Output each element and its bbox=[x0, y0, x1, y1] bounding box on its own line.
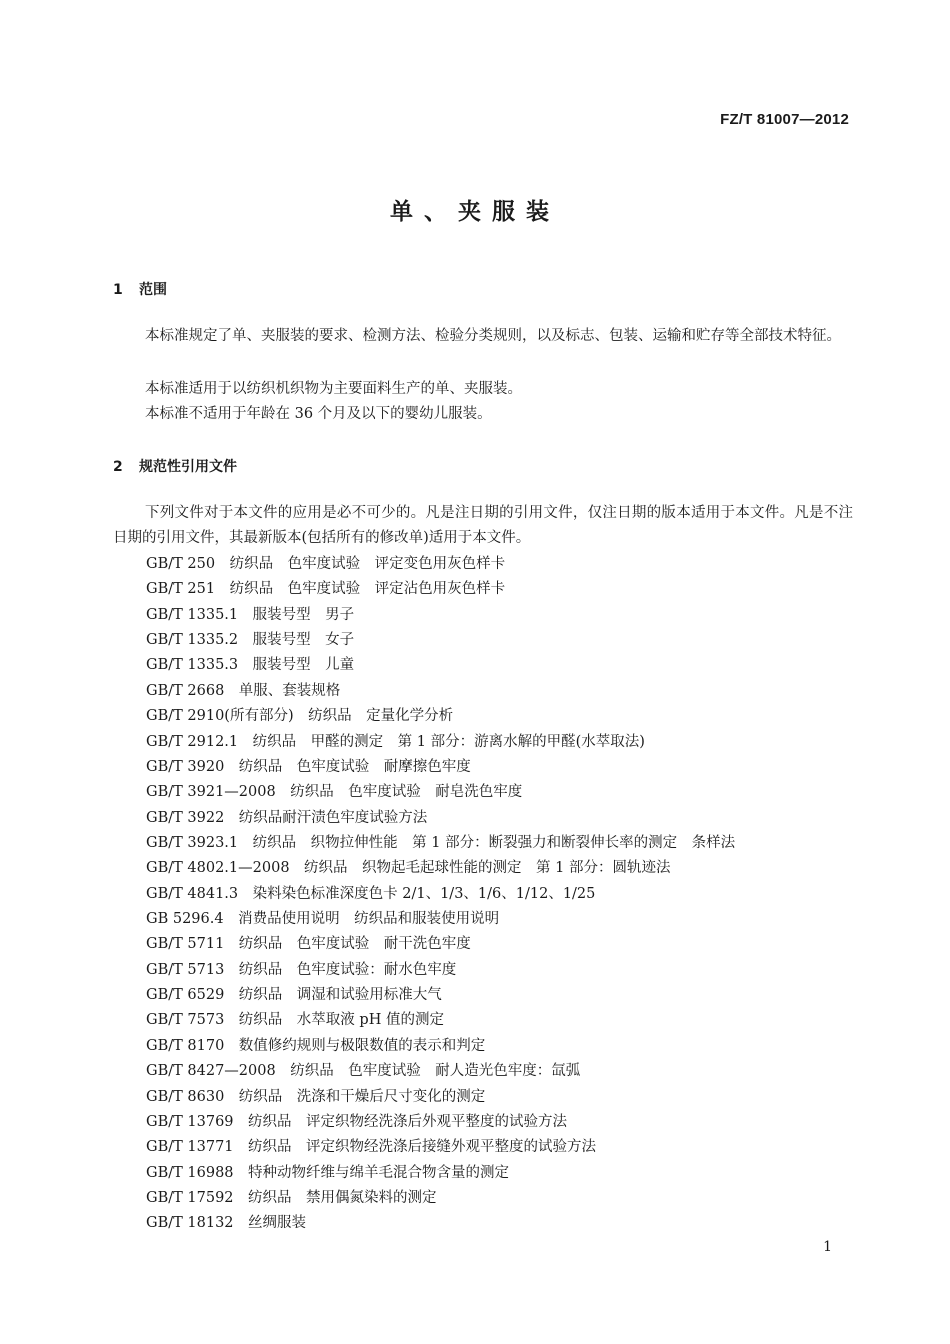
reference-item: GB/T 6529 纺织品 调湿和试验用标准大气 bbox=[146, 987, 442, 1004]
reference-item: GB/T 1335.1 服装号型 男子 bbox=[146, 606, 355, 623]
document-title: 单、夹服装 bbox=[390, 199, 560, 225]
section-2-number: 2 bbox=[113, 459, 123, 475]
reference-item: GB/T 250 纺织品 色牢度试验 评定变色用灰色样卡 bbox=[146, 556, 506, 572]
reference-item: GB/T 5711 纺织品 色牢度试验 耐干洗色牢度 bbox=[146, 936, 471, 953]
scope-paragraph-3: 本标准不适用于年龄在 36 个月及以下的婴幼儿服装。 bbox=[145, 406, 492, 422]
reference-item: GB/T 1335.3 服装号型 儿童 bbox=[146, 657, 355, 674]
section-1-title: 范围 bbox=[139, 282, 167, 298]
section-2-heading bbox=[113, 456, 237, 476]
reference-item: GB/T 3922 纺织品耐汗渍色牢度试验方法 bbox=[146, 809, 428, 826]
section-1-heading bbox=[113, 279, 167, 299]
reference-item: GB/T 3923.1 纺织品 织物拉伸性能 第 1 部分：断裂强力和断裂伸长率的测定 条样法 bbox=[146, 834, 736, 851]
scope-paragraph-2: 本标准适用于以纺织机织物为主要面料生产的单、夹服装。 bbox=[145, 381, 522, 397]
reference-item: GB/T 16988 特种动物纤维与绵羊毛混合物含量的测定 bbox=[146, 1164, 510, 1181]
reference-item: GB/T 8630 纺织品 洗涤和干燥后尺寸变化的测定 bbox=[146, 1088, 486, 1105]
reference-item: GB/T 2910(所有部分) 纺织品 定量化学分析 bbox=[146, 708, 454, 725]
reference-item: GB/T 3921—2008 纺织品 色牢度试验 耐皂洗色牢度 bbox=[146, 784, 523, 801]
reference-item: GB 5296.4 消费品使用说明 纺织品和服装使用说明 bbox=[146, 911, 500, 928]
reference-item: GB/T 2912.1 纺织品 甲醛的测定 第 1 部分：游离水解的甲醛(水萃取法) bbox=[146, 733, 645, 750]
reference-item: GB/T 251 纺织品 色牢度试验 评定沾色用灰色样卡 bbox=[146, 581, 506, 598]
reference-item: GB/T 18132 丝绸服装 bbox=[146, 1215, 307, 1232]
reference-item: GB/T 4841.3 染料染色标准深度色卡 2/1、1/3、1/6、1/12、1/25 bbox=[146, 885, 596, 902]
reference-item: GB/T 2668 单服、套装规格 bbox=[146, 682, 341, 699]
normative-reference-list bbox=[146, 552, 735, 1237]
section-1-number: 1 bbox=[113, 282, 123, 298]
reference-item: GB/T 5713 纺织品 色牢度试验：耐水色牢度 bbox=[146, 961, 457, 978]
reference-item: GB/T 8170 数值修约规则与极限数值的表示和判定 bbox=[146, 1037, 486, 1054]
reference-item: GB/T 17592 纺织品 禁用偶氮染料的测定 bbox=[146, 1189, 437, 1206]
reference-item: GB/T 1335.2 服装号型 女子 bbox=[146, 632, 355, 649]
standard-code: FZ/T 81007—2012 bbox=[720, 111, 849, 128]
references-intro-paragraph: 下列文件对于本文件的应用是必不可少的。凡是注日期的引用文件，仅注日期的版本适用于本文件。凡是不注日期的引用文件，其最新版本(包括所有的修改单)适用于本文件。 bbox=[113, 505, 853, 546]
reference-item: GB/T 8427—2008 纺织品 色牢度试验 耐人造光色牢度：氙弧 bbox=[146, 1063, 581, 1080]
section-2-title: 规范性引用文件 bbox=[139, 459, 237, 475]
reference-item: GB/T 4802.1—2008 纺织品 织物起毛起球性能的测定 第 1 部分：圆轨迹法 bbox=[146, 860, 671, 877]
scope-paragraph-1: 本标准规定了单、夹服装的要求、检测方法、检验分类规则，以及标志、包装、运输和贮存等全部技术特征。 bbox=[145, 328, 841, 344]
reference-item: GB/T 13771 纺织品 评定织物经洗涤后接缝外观平整度的试验方法 bbox=[146, 1139, 597, 1156]
reference-item: GB/T 3920 纺织品 色牢度试验 耐摩擦色牢度 bbox=[146, 758, 471, 775]
reference-item: GB/T 7573 纺织品 水萃取液 pH 值的测定 bbox=[146, 1012, 444, 1029]
page-number: 1 bbox=[823, 1239, 832, 1255]
reference-item: GB/T 13769 纺织品 评定织物经洗涤后外观平整度的试验方法 bbox=[146, 1113, 568, 1130]
